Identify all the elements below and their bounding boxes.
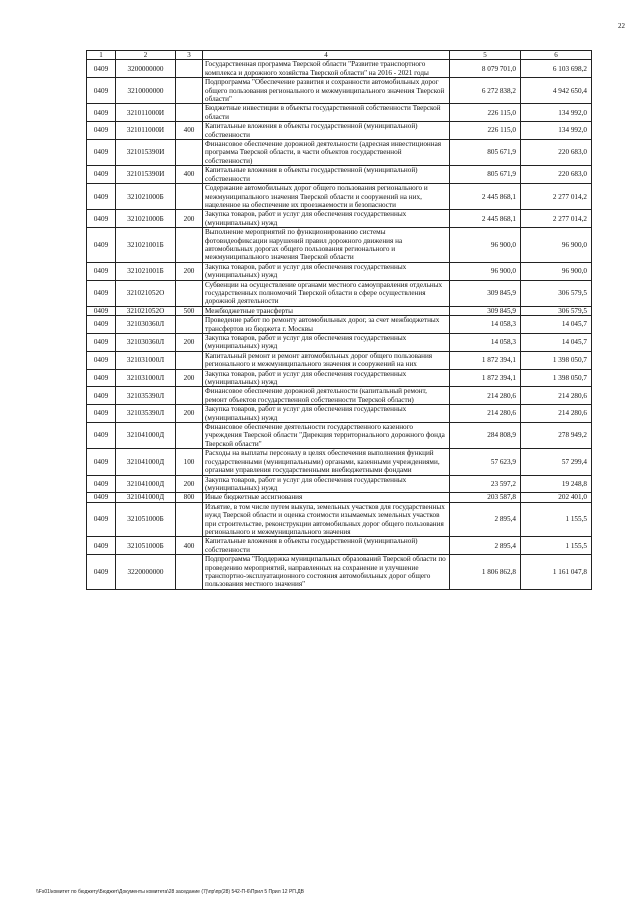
section-code-cell: 0409 [87,262,116,280]
table-row [87,122,592,140]
expense-name-cell: Капитальные вложения в объекты государственной (муниципальной) собственности [203,122,450,140]
section-code-cell: 0409 [87,334,116,352]
table-row [87,351,592,369]
table-row [87,104,592,122]
amount-year2-cell: 1 398 050,7 [521,351,592,369]
table-row [87,210,592,228]
expense-type-cell [176,228,203,263]
expense-type-cell [176,387,203,405]
amount-year2-cell: 6 103 698,2 [521,60,592,78]
amount-year1-cell: 8 079 701,0 [450,60,521,78]
expense-name-cell: Иные бюджетные ассигнования [203,493,450,502]
section-code-cell: 0409 [87,493,116,502]
section-code-cell: 0409 [87,423,116,449]
target-article-cell: 321041000Д [116,449,176,475]
amount-year1-cell: 309 845,9 [450,306,521,315]
expense-name-cell: Закупка товаров, работ и услуг для обеспечения государственных (муниципальных) нужд [203,334,450,352]
table-row [87,78,592,104]
expense-name-cell: Выполнение мероприятий по функционированию системы фотовидеофиксации нарушений правил дорожного движения на автомобильных дорогах общего пользования регионального и межмуниципального значения Тверской области [203,228,450,263]
target-article-cell: 3200000000 [116,60,176,78]
section-code-cell: 0409 [87,449,116,475]
table-row [87,316,592,334]
expense-name-cell: Закупка товаров, работ и услуг для обеспечения государственных (муниципальных) нужд [203,262,450,280]
target-article-cell: 321041000Д [116,475,176,493]
section-code-cell: 0409 [87,351,116,369]
expense-name-cell: Изъятие, в том числе путем выкупа, земельных участков для государственных нужд Тверской области и оценка стоимости изымаемых земельных участков при строительстве, реконструкции автомобильных дорог общего пользования регионального и межмуниципального значения [203,502,450,537]
amount-year1-cell: 226 115,0 [450,122,521,140]
amount-year2-cell: 96 900,0 [521,262,592,280]
amount-year2-cell: 220 683,0 [521,166,592,184]
table-row [87,502,592,537]
expense-name-cell: Капитальные вложения в объекты государственной (муниципальной) собственности [203,537,450,555]
expense-type-cell [176,316,203,334]
expense-name-cell: Подпрограмма "Поддержка муниципальных образований Тверской области по проведению мероприятий, направленных на сохранение и улучшение транспортно-эксплуатационного состояния автомобильных дорог общего пользования местного значения" [203,555,450,590]
table-row [87,262,592,280]
amount-year2-cell: 278 949,2 [521,423,592,449]
expense-type-cell: 100 [176,449,203,475]
expense-type-cell [176,104,203,122]
expense-type-cell: 800 [176,493,203,502]
table-row [87,280,592,306]
target-article-cell: 321021001Б [116,262,176,280]
target-article-cell: 3210000000 [116,78,176,104]
section-code-cell: 0409 [87,475,116,493]
amount-year1-cell: 96 900,0 [450,262,521,280]
section-code-cell: 0409 [87,166,116,184]
table-row [87,184,592,210]
section-code-cell: 0409 [87,316,116,334]
amount-year2-cell: 134 992,0 [521,122,592,140]
amount-year1-cell: 6 272 838,2 [450,78,521,104]
section-code-cell: 0409 [87,537,116,555]
target-article-cell: 321041000Д [116,493,176,502]
section-code-cell: 0409 [87,60,116,78]
amount-year2-cell: 96 900,0 [521,228,592,263]
table-row [87,537,592,555]
expense-name-cell: Закупка товаров, работ и услуг для обеспечения государственных (муниципальных) нужд [203,405,450,423]
amount-year2-cell: 57 299,4 [521,449,592,475]
expense-name-cell: Капитальный ремонт и ремонт автомобильных дорог общего пользования регионального и межмуниципального значения и сооружений на них [203,351,450,369]
amount-year2-cell: 1 155,5 [521,502,592,537]
target-article-cell: 3220000000 [116,555,176,590]
target-article-cell: 321015390И [116,140,176,166]
amount-year2-cell: 202 401,0 [521,493,592,502]
table-header-row [87,51,592,60]
expense-name-cell: Государственная программа Тверской области "Развитие транспортного комплекса и дорожного хозяйства Тверской области" на 2016 - 2021 годы [203,60,450,78]
amount-year2-cell: 19 248,8 [521,475,592,493]
amount-year1-cell: 214 280,6 [450,405,521,423]
column-number-cell: 4 [203,51,450,60]
target-article-cell: 321030360Л [116,316,176,334]
amount-year1-cell: 203 587,8 [450,493,521,502]
amount-year1-cell: 2 895,4 [450,537,521,555]
expense-name-cell: Закупка товаров, работ и услуг для обеспечения государственных (муниципальных) нужд [203,210,450,228]
section-code-cell: 0409 [87,78,116,104]
expense-type-cell [176,280,203,306]
amount-year1-cell: 14 058,3 [450,316,521,334]
amount-year1-cell: 23 597,2 [450,475,521,493]
section-code-cell: 0409 [87,387,116,405]
amount-year2-cell: 306 579,5 [521,280,592,306]
amount-year1-cell: 214 280,6 [450,387,521,405]
amount-year1-cell: 1 872 394,1 [450,369,521,387]
expense-type-cell [176,351,203,369]
table-row [87,405,592,423]
table-row [87,369,592,387]
amount-year2-cell: 4 942 650,4 [521,78,592,104]
expense-type-cell: 200 [176,334,203,352]
target-article-cell: 321035390Л [116,387,176,405]
amount-year2-cell: 14 045,7 [521,316,592,334]
table-row [87,449,592,475]
target-article-cell: 321015390И [116,166,176,184]
expense-type-cell [176,502,203,537]
target-article-cell: 321011000И [116,104,176,122]
file-path-footer: \\Fs01\комитет по бюджету\Бюджет\Документы комитета\28 заседание (7)\пр\пр(28) 542-П-6\Прил 5 Прил 12 РП.ДВ [36,889,305,895]
target-article-cell: 321011000И [116,122,176,140]
amount-year2-cell: 220 683,0 [521,140,592,166]
target-article-cell: 321021000Б [116,210,176,228]
budget-table [86,50,592,590]
expense-type-cell: 500 [176,306,203,315]
table-row [87,228,592,263]
expense-name-cell: Капитальные вложения в объекты государственной (муниципальной) собственности [203,166,450,184]
target-article-cell: 321021052О [116,280,176,306]
page-number: 22 [618,22,625,30]
amount-year1-cell: 805 671,9 [450,166,521,184]
expense-type-cell: 400 [176,122,203,140]
column-number-cell: 3 [176,51,203,60]
target-article-cell: 321051000Б [116,502,176,537]
section-code-cell: 0409 [87,122,116,140]
amount-year1-cell: 14 058,3 [450,334,521,352]
section-code-cell: 0409 [87,369,116,387]
section-code-cell: 0409 [87,210,116,228]
expense-name-cell: Закупка товаров, работ и услуг для обеспечения государственных (муниципальных) нужд [203,369,450,387]
expense-name-cell: Расходы на выплаты персоналу в целях обеспечения выполнения функций государственными (муниципальными) органами, казенными учреждениями, органами управления государственными внебюджетными фондами [203,449,450,475]
amount-year1-cell: 226 115,0 [450,104,521,122]
target-article-cell: 321030360Л [116,334,176,352]
table-row [87,423,592,449]
amount-year1-cell: 96 900,0 [450,228,521,263]
expense-name-cell: Финансовое обеспечение деятельности государственного казенного учреждения Тверской области "Дирекция территориального дорожного фонда Тверской области" [203,423,450,449]
section-code-cell: 0409 [87,306,116,315]
expense-type-cell: 200 [176,369,203,387]
section-code-cell: 0409 [87,140,116,166]
table-row [87,334,592,352]
amount-year1-cell: 284 808,9 [450,423,521,449]
amount-year2-cell: 2 277 014,2 [521,210,592,228]
amount-year2-cell: 306 579,5 [521,306,592,315]
amount-year1-cell: 1 872 394,1 [450,351,521,369]
expense-name-cell: Бюджетные инвестиции в объекты государственной собственности Тверской области [203,104,450,122]
table-row [87,306,592,315]
expense-type-cell [176,140,203,166]
amount-year1-cell: 2 895,4 [450,502,521,537]
target-article-cell: 321021052О [116,306,176,315]
section-code-cell: 0409 [87,104,116,122]
amount-year2-cell: 1 155,5 [521,537,592,555]
table-row [87,140,592,166]
amount-year1-cell: 1 806 862,8 [450,555,521,590]
section-code-cell: 0409 [87,405,116,423]
section-code-cell: 0409 [87,280,116,306]
amount-year2-cell: 2 277 014,2 [521,184,592,210]
expense-type-cell: 200 [176,262,203,280]
target-article-cell: 321031000Л [116,369,176,387]
table-row [87,166,592,184]
expense-type-cell: 200 [176,405,203,423]
target-article-cell: 321021000Б [116,184,176,210]
section-code-cell: 0409 [87,228,116,263]
expense-name-cell: Подпрограмма "Обеспечение развития и сохранности автомобильных дорог общего пользования регионального и межмуниципального значения Тверской области" [203,78,450,104]
expense-name-cell: Финансовое обеспечение дорожной деятельности (капитальный ремонт, ремонт объектов государственной собственности Тверской области) [203,387,450,405]
expense-type-cell: 400 [176,166,203,184]
table-row [87,493,592,502]
amount-year2-cell: 14 045,7 [521,334,592,352]
amount-year2-cell: 134 992,0 [521,104,592,122]
table-row [87,555,592,590]
amount-year2-cell: 214 280,6 [521,387,592,405]
amount-year1-cell: 57 623,9 [450,449,521,475]
expense-name-cell: Субвенции на осуществление органами местного самоуправления отдельных государственных полномочий Тверской области в сфере осуществления дорожной деятельности [203,280,450,306]
table-row [87,475,592,493]
target-article-cell: 321051000Б [116,537,176,555]
column-number-cell: 1 [87,51,116,60]
expense-type-cell [176,78,203,104]
section-code-cell: 0409 [87,502,116,537]
target-article-cell: 321031000Л [116,351,176,369]
column-number-cell: 2 [116,51,176,60]
amount-year1-cell: 805 671,9 [450,140,521,166]
amount-year2-cell: 1 161 047,8 [521,555,592,590]
target-article-cell: 321021001Б [116,228,176,263]
amount-year1-cell: 309 845,9 [450,280,521,306]
expense-name-cell: Закупка товаров, работ и услуг для обеспечения государственных (муниципальных) нужд [203,475,450,493]
expense-type-cell [176,423,203,449]
expense-type-cell [176,555,203,590]
expense-type-cell: 200 [176,210,203,228]
expense-name-cell: Межбюджетные трансферты [203,306,450,315]
expense-type-cell [176,184,203,210]
table-row [87,60,592,78]
expense-name-cell: Проведение работ по ремонту автомобильных дорог, за счет межбюджетных трансфертов из бюджета г. Москвы [203,316,450,334]
amount-year1-cell: 2 445 868,1 [450,210,521,228]
expense-type-cell [176,60,203,78]
section-code-cell: 0409 [87,555,116,590]
table-row [87,387,592,405]
column-number-cell: 5 [450,51,521,60]
expense-type-cell: 400 [176,537,203,555]
section-code-cell: 0409 [87,184,116,210]
expense-type-cell: 200 [176,475,203,493]
column-number-cell: 6 [521,51,592,60]
target-article-cell: 321041000Д [116,423,176,449]
amount-year2-cell: 214 280,6 [521,405,592,423]
target-article-cell: 321035390Л [116,405,176,423]
expense-name-cell: Финансовое обеспечение дорожной деятельности (адресная инвестиционная программа Тверской области, в части объектов государственной собственности) [203,140,450,166]
amount-year1-cell: 2 445 868,1 [450,184,521,210]
expense-name-cell: Содержание автомобильных дорог общего пользования регионального и межмуниципального значения Тверской области и сооружений на них, нацеленное на обеспечение их проезжаемости и безопасности [203,184,450,210]
amount-year2-cell: 1 398 050,7 [521,369,592,387]
